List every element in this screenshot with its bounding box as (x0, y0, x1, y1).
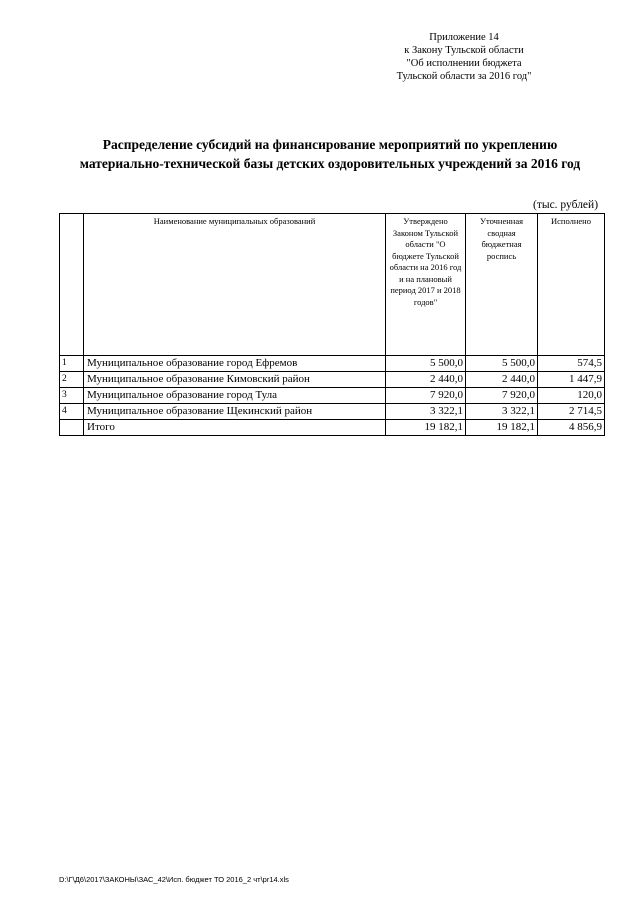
table-row (60, 404, 605, 420)
row-executed: 120,0 (538, 388, 605, 404)
row-refined: 5 500,0 (466, 356, 538, 372)
title-line-2: материально-технической базы детских оздоровительных учреждений за 2016 год (79, 156, 581, 171)
row-index: 3 (60, 388, 84, 404)
row-name: Муниципальное образование Кимовский район (84, 372, 386, 388)
row-name: Муниципальное образование город Тула (84, 388, 386, 404)
row-executed: 2 714,5 (538, 404, 605, 420)
row-name: Муниципальное образование Щекинский район (84, 404, 386, 420)
total-label: Итого (84, 420, 386, 436)
table-row (60, 356, 605, 372)
row-refined: 2 440,0 (466, 372, 538, 388)
annex-line-1: Приложение 14 (429, 32, 499, 43)
row-refined: 7 920,0 (466, 388, 538, 404)
row-approved: 3 322,1 (386, 404, 466, 420)
table-row (60, 372, 605, 388)
table-header-row (60, 214, 605, 356)
annex-line-2: к Закону Тульской области (404, 45, 524, 56)
table-row (60, 388, 605, 404)
header-index-cell (60, 214, 84, 356)
row-index: 2 (60, 372, 84, 388)
total-row (60, 420, 605, 436)
annex-block (364, 31, 564, 83)
header-refined: Уточненная сводная бюджетная роспись (466, 214, 538, 356)
header-executed: Исполнено (538, 214, 605, 356)
total-approved: 19 182,1 (386, 420, 466, 436)
header-approved: Утверждено Законом Тульской области "О бюджете Тульской области на 2016 год и на плановый период 2017 и 2018 годов" (386, 214, 466, 356)
row-approved: 7 920,0 (386, 388, 466, 404)
annex-line-4: Тульской области за 2016 год" (396, 71, 532, 82)
row-refined: 3 322,1 (466, 404, 538, 420)
total-refined: 19 182,1 (466, 420, 538, 436)
row-approved: 5 500,0 (386, 356, 466, 372)
header-name: Наименование муниципальных образований (84, 214, 386, 356)
row-executed: 1 447,9 (538, 372, 605, 388)
row-executed: 574,5 (538, 356, 605, 372)
document-title (40, 135, 620, 173)
subsidy-table (59, 213, 605, 436)
annex-line-3: "Об исполнении бюджета (406, 58, 522, 69)
total-index-cell (60, 420, 84, 436)
row-approved: 2 440,0 (386, 372, 466, 388)
row-index: 1 (60, 356, 84, 372)
row-name: Муниципальное образование город Ефремов (84, 356, 386, 372)
units-label: (тыс. рублей) (533, 199, 599, 211)
row-index: 4 (60, 404, 84, 420)
total-executed: 4 856,9 (538, 420, 605, 436)
file-path-footer: D:\Г\Д6\2017\ЗАКОНЫ\ЗАС_42\Исп. бюджет ТО 2016_2 чт\pr14.xls (59, 875, 289, 884)
title-line-1: Распределение субсидий на финансирование мероприятий по укреплению (102, 137, 558, 152)
